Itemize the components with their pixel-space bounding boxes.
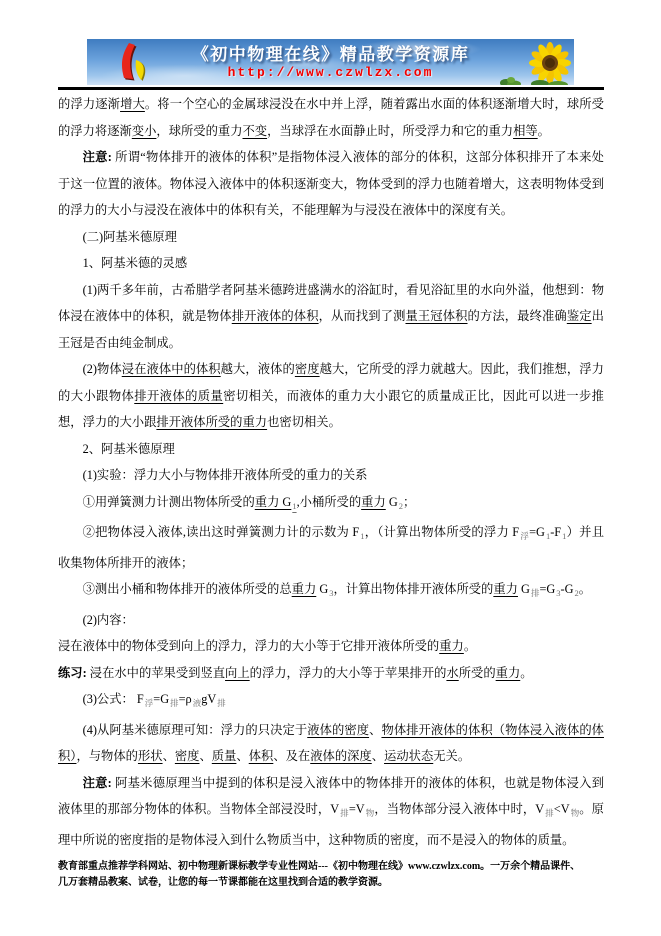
- text-run: 阿基米德原理当中提到的体积是浸入液体中的物体排开的液体的体积，也就是物体浸入到液体里的那部分物体的体积。当物体全部浸没时，V: [58, 775, 604, 816]
- underlined-text: 液体的密度: [307, 722, 370, 737]
- text-run: =ρ: [178, 692, 192, 706]
- underlined-text: 浸在液体中的体积: [121, 362, 221, 376]
- subscript-text: 2: [574, 588, 579, 598]
- paragraph: [58, 356, 604, 436]
- text-run: -F: [550, 525, 562, 539]
- subscript-text: 排: [545, 808, 554, 818]
- text-run: 浸在水中的苹果受到竖直: [86, 665, 226, 680]
- text-run: (2)物体: [82, 362, 122, 376]
- text-run: 。: [537, 123, 550, 138]
- underlined-text: 排开液体的体积: [231, 309, 319, 323]
- subscript-text: 2: [398, 500, 403, 511]
- underlined-text: 重力: [291, 582, 317, 596]
- sunflower-icon: [528, 42, 572, 85]
- footer-line: 教育部重点推荐学科网站、初中物理新课标教学专业性网站---《初中物理在线》www.czwlzx.com。一万余个精品课件、: [58, 861, 581, 872]
- subscript-text: 1: [545, 531, 551, 541]
- text-run: 的浮力逐渐: [58, 97, 121, 111]
- text-run: (3)公式： F: [82, 692, 144, 706]
- subscript-text: 1: [292, 500, 297, 511]
- subscript-text: 物: [570, 808, 580, 818]
- page-footer: [58, 859, 624, 891]
- paragraph: [58, 607, 604, 634]
- text-run: =G: [529, 525, 545, 539]
- underlined-text: 密度: [294, 362, 320, 376]
- site-banner: [87, 39, 574, 85]
- text-run: G: [517, 582, 530, 596]
- text-run: ②把物体浸入液体,读出这时弹簧测力计的示数为 F: [82, 525, 360, 539]
- paragraph: [58, 144, 604, 224]
- bold-label: 注意:: [82, 150, 112, 164]
- underlined-text: 重力: [493, 582, 518, 596]
- text-run: 、: [162, 749, 175, 763]
- paragraph: [58, 224, 604, 251]
- text-run: 、: [236, 749, 249, 763]
- text-run: 。: [578, 582, 592, 596]
- underlined-text: 排开液体的质量: [134, 388, 224, 403]
- text-run: gV: [201, 692, 217, 706]
- text-run: <V: [553, 802, 570, 816]
- paragraph: [58, 770, 604, 854]
- text-run: 1、阿基米德的灵感: [82, 256, 188, 270]
- text-run: 所谓“物体排开的液体的体积”是指物体浸入液体的部分的体积，这部分体积排开了本来处于这一位置的液体。物体浸入液体中的体积逐渐变大，物体受到的浮力也随着增大，这表明物体受到的浮力的大小与浸没在液体中的体积有关，不能理解为与浸没在液体中的深度有关。: [58, 150, 604, 217]
- paragraph: [58, 277, 604, 357]
- underlined-text: 水: [446, 665, 459, 680]
- text-run: 、: [369, 722, 382, 737]
- subscript-text: 3: [329, 588, 334, 598]
- text-run: (1)实验：浮力大小与物体排开液体所受的重力的关系: [82, 468, 368, 482]
- text-run: 、: [199, 749, 212, 763]
- underlined-text: 量王冠体积: [405, 309, 468, 323]
- subscript-text: 排: [170, 698, 179, 708]
- text-run: ）并且收集物体所排开的液体；: [58, 525, 604, 570]
- text-run: ③测出小桶和物体排开的液体所受的总: [82, 582, 292, 596]
- underlined-text: 密度: [174, 749, 200, 763]
- text-run: 越大，液体的: [220, 362, 295, 376]
- text-run: 出王冠是否由纯金制成。: [58, 309, 604, 350]
- text-run: =G: [539, 582, 556, 596]
- bold-label: 练习:: [58, 665, 87, 680]
- subscript-text: 1: [562, 531, 567, 541]
- underlined-text: 重力: [495, 665, 521, 680]
- paragraph: [58, 489, 604, 520]
- text-run: ；: [402, 494, 416, 509]
- footer-line: 几万套精品教案、试卷，让您的每一节课都能在这里找到合适的教学资源。: [58, 877, 388, 888]
- text-run: 。: [463, 639, 477, 653]
- page-header: [58, 39, 604, 90]
- underlined-text: 相等: [513, 123, 538, 138]
- text-run: G: [385, 494, 398, 509]
- text-run: ，计算出物体排开液体所受的: [333, 582, 494, 596]
- text-run: =G: [153, 692, 170, 706]
- text-run: (二)阿基米德原理: [82, 229, 177, 244]
- text-run: 的浮力，浮力的大小等于苹果排开的: [249, 665, 447, 680]
- subscript-text: 物: [365, 808, 375, 818]
- underlined-text: 物体排开液体的体积（物体浸入液体的体积）: [58, 722, 604, 763]
- text-run: =V: [348, 802, 365, 816]
- text-run: 密切相关，而液体的重力大小跟它的质量成正比，因此可以进一步推想，浮力的大小跟: [58, 388, 604, 429]
- paragraph: [58, 462, 604, 489]
- text-run: 、及在: [273, 749, 311, 763]
- subscript-text: 1: [360, 531, 365, 541]
- text-run: 2、阿基米德原理: [82, 441, 175, 456]
- text-run: 、: [371, 749, 385, 763]
- paragraph: [58, 660, 604, 687]
- paragraph: [58, 250, 604, 277]
- paragraph: [58, 91, 604, 144]
- subscript-text: 排: [340, 808, 349, 818]
- subscript-text: 浮: [520, 531, 530, 541]
- paragraph: [58, 519, 604, 576]
- paragraph: [58, 686, 604, 717]
- subscript-text: 排: [530, 588, 540, 598]
- text-run: ，球所受的重力: [156, 123, 243, 138]
- subscript-text: 液: [192, 698, 202, 708]
- text-run: 浸在液体中的物体受到向上的浮力，浮力的大小等于它排开液体所受的: [58, 639, 440, 653]
- underlined-text: 体积: [248, 749, 274, 763]
- subscript-text: 3: [556, 588, 561, 598]
- document-body: [58, 91, 604, 853]
- text-run: ①用弹簧测力计测出物体所受的: [82, 494, 255, 509]
- bold-label: 注意:: [82, 775, 112, 790]
- paragraph: [58, 717, 604, 770]
- underlined-text: 液体的深度: [310, 749, 372, 763]
- subscript-text: 排: [217, 698, 226, 708]
- text-run: 也密切相关。: [267, 415, 341, 429]
- underlined-text: 质量: [211, 749, 237, 763]
- site-title: 《初中物理在线》精品教学资源库: [191, 44, 470, 64]
- text-run: 的方法，最终准确: [467, 309, 567, 323]
- subscript-text: 浮: [144, 698, 154, 708]
- underlined-text: 重力 G: [254, 494, 292, 509]
- text-run: (2)内容：: [82, 612, 134, 627]
- green-plant-icon: [500, 73, 522, 85]
- text-run: 无关。: [433, 749, 471, 763]
- text-run: -G: [560, 582, 574, 596]
- underlined-text: 排开液体所受的重力: [156, 415, 268, 429]
- text-run: (1)两千多年前，古希腊学者阿基米德跨进盛满水的浴缸时，看见浴缸里的水向外溢，他想到：物体浸在液体中的体积，就是物体: [58, 282, 604, 323]
- underlined-text: 增大: [120, 97, 145, 111]
- text-run: 所受的: [458, 665, 496, 680]
- text-run: (4)从阿基米德原理可知：浮力的只决定于: [82, 722, 308, 737]
- text-run: 越大，它所受的浮力就越大。因此，我们推想，浮力的大小跟物体: [58, 362, 604, 403]
- text-run: 。将一个空心的金属球浸没在水中并上浮，随着露出水面的体积逐渐增大时，球所受的浮力将逐渐: [58, 97, 604, 138]
- underlined-text: 向上: [225, 665, 250, 680]
- paragraph: [58, 576, 604, 607]
- paragraph: [58, 436, 604, 463]
- paragraph: [58, 633, 604, 660]
- underlined-text: 运动状态: [384, 749, 434, 763]
- text-run: G: [316, 582, 329, 596]
- underlined-text: 重力: [439, 639, 464, 653]
- text-run: 。: [520, 665, 533, 680]
- underlined-text: 形状: [137, 749, 163, 763]
- underlined-text: 重力: [361, 494, 386, 509]
- text-run: ，（计算出物体所受的浮力 F: [364, 525, 520, 539]
- underlined-text: 鉴定: [566, 309, 592, 323]
- text-run: ，当物体部分浸入液体中时，V: [374, 802, 545, 816]
- text-run: ，当球浮在水面静止时，所受浮力和它的重力: [267, 123, 514, 138]
- text-run: ，与物体的: [76, 749, 138, 763]
- text-run: ,小桶所受的: [296, 494, 362, 509]
- text-run: ，从而找到了测: [318, 309, 406, 323]
- site-url: http://www.czwlzx.com: [227, 64, 434, 80]
- underlined-text: 不变: [242, 123, 268, 138]
- underlined-text: 变小: [131, 123, 157, 138]
- text-run: 。原理中所说的密度指的是物体浸入到什么物质当中，这种物质的密度，而不是浸入的物体的质量。: [58, 802, 604, 847]
